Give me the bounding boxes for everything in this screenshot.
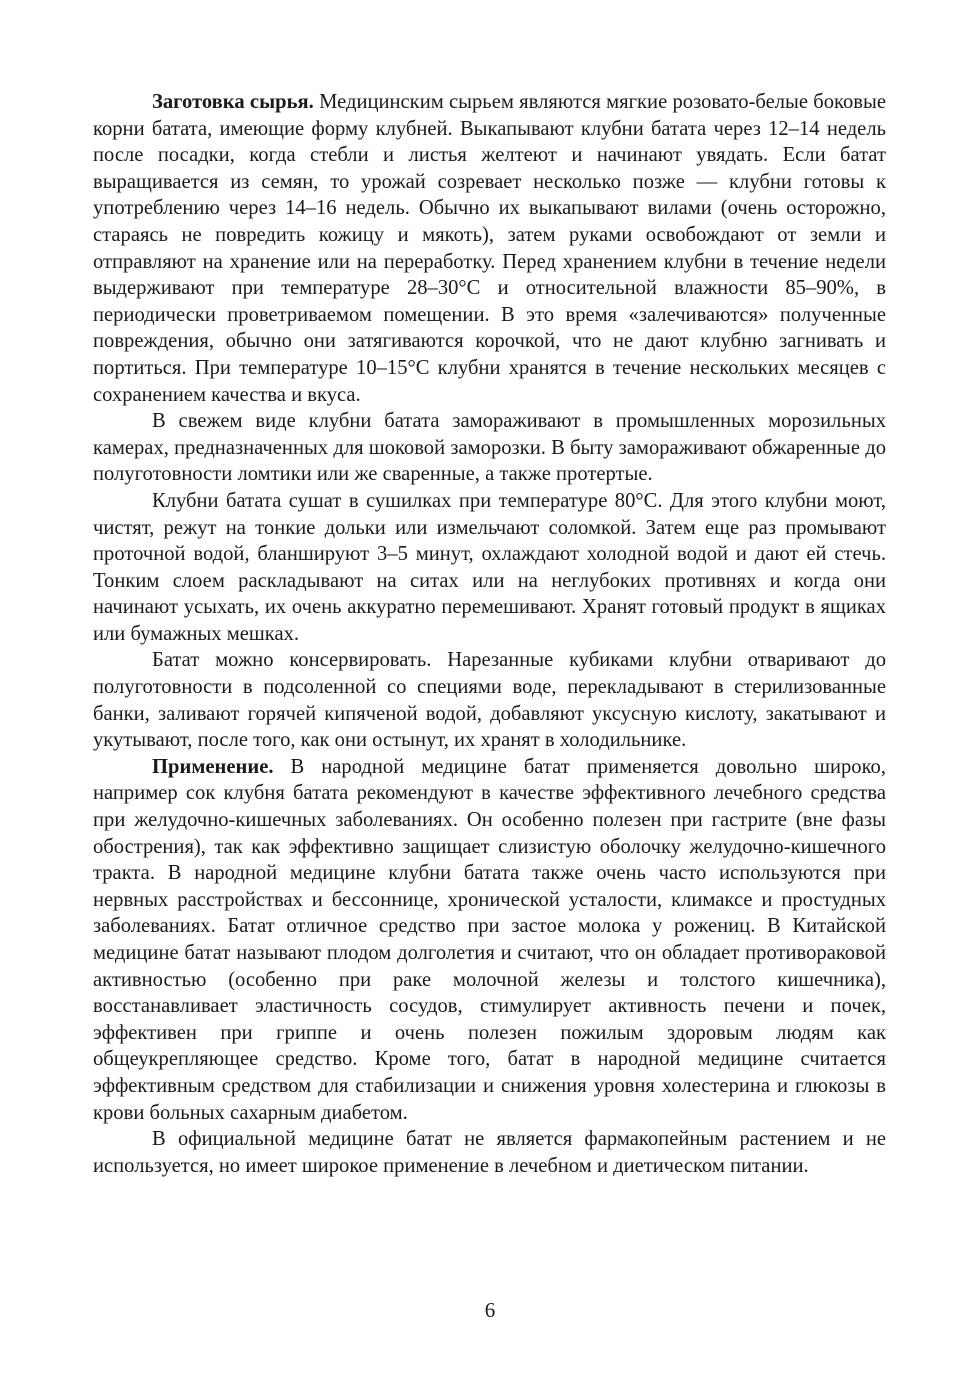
paragraph-application bbox=[93, 754, 886, 1126]
paragraph-lead: Заготовка сырья. bbox=[152, 91, 314, 113]
paragraph-freezing bbox=[93, 408, 886, 488]
paragraph-official-medicine bbox=[93, 1126, 886, 1179]
paragraph-raw-material-harvesting bbox=[93, 89, 886, 408]
paragraph-text: В официальной медицине батат не является фармакопейным растением и не используется, но имеет широкое применение в лечебном и диетическом питании. bbox=[93, 1128, 886, 1177]
paragraph-text: Клубни батата сушат в сушилках при температуре 80°С. Для этого клубни моют, чистят, режут на тонкие дольки или измельчают соломкой. Затем еще раз промывают проточной водой, бланшируют 3–5 минут, охлаждают холодной водой и дают ей стечь. Тонким слоем раскладывают на ситах или на неглубоких противнях и когда они начинают усыхать, их очень аккуратно перемешивают. Хранят готовый продукт в ящиках или бумажных мешках. bbox=[93, 489, 886, 645]
document-body bbox=[93, 89, 886, 1179]
paragraph-lead: Применение. bbox=[152, 755, 274, 778]
paragraph-text: В народной медицине батат применяется довольно широко, например сок клубня батата рекомендуют в качестве эффективного лечебного средства при желудочно-кишечных заболеваниях. Он особенно полезен при гастрите (вне фазы обострения), так как эффективно защищает слизистую оболочку желудочно-кишечного тракта. В народной медицине клубни батата также очень часто используются при нервных расстройствах и бессоннице, хронической усталости, климаксе и простудных заболеваниях. Батат отличное средство при застое молока у рожениц. В Китайской медицине батат называют плодом долголетия и считают, что он обладает противораковой активностью (особенно при раке молочной железы и толстого кишечника), восстанавливает эластичность сосудов, стимулирует активность печени и почек, эффективен при гриппе и очень полезен пожилым здоровым людям как общеукрепляющее средство. Кроме того, батат в народной медицине считается эффективным средством для стабилизации и снижения уровня холестерина и глюкозы в крови больных сахарным диабетом. bbox=[93, 755, 886, 1124]
paragraph-drying bbox=[93, 488, 886, 648]
paragraph-text: Медицинским сырьем являются мягкие розовато-белые боковые корни батата, имеющие форму клубней. Выкапывают клубни батата через 12–14 недель после посадки, когда стебли и листья желтеют и начинают увядать. Если батат выращивается из семян, то урожай созревает несколько позже — клубни готовы к употреблению через 14–16 недель. Обычно их выкапывают вилами (очень осторожно, стараясь не повредить кожицу и мякоть), затем руками освобождают от земли и отправляют на хранение или на переработку. Перед хранением клубни в течение недели выдерживают при температуре 28–30°С и относительной влажности 85–90%, в периодически проветриваемом помещении. В это время «залечиваются» полученные повреждения, обычно они затягиваются корочкой, что не дают клубню загнивать и портиться. При температуре 10–15°С клубни хранятся в течение нескольких месяцев с сохранением качества и вкуса. bbox=[93, 91, 886, 406]
paragraph-canning bbox=[93, 647, 886, 753]
page-number: 6 bbox=[484, 1298, 496, 1322]
paragraph-text: В свежем виде клубни батата замораживают в промышленных морозильных камерах, предназначенных для шоковой заморозки. В быту замораживают обжаренные до полуготовности ломтики или же сваренные, а также протертые. bbox=[93, 410, 886, 486]
paragraph-text: Батат можно консервировать. Нарезанные кубиками клубни отваривают до полуготовности в подсоленной со специями воде, перекладывают в стерилизованные банки, заливают горячей кипяченой водой, добавляют уксусную кислоту, закатывают и укутывают, после того, как они остынут, их хранят в холодильнике. bbox=[93, 649, 886, 752]
